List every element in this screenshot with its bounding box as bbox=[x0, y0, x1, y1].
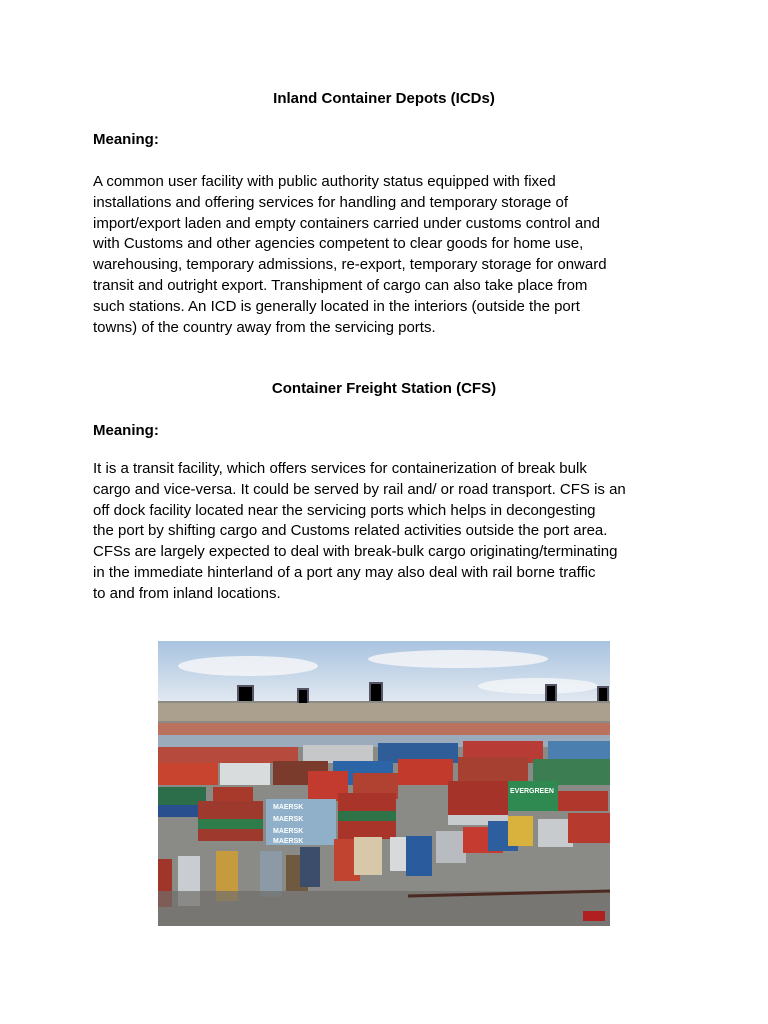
photo-label: MAERSK bbox=[273, 816, 304, 823]
text-line: in the immediate hinterland of a port any may also deal with rail borne traffic bbox=[93, 563, 596, 581]
container-yard-photo bbox=[158, 641, 610, 926]
text-line: transit and outright export. Transhipment of cargo can also take place from bbox=[93, 276, 588, 294]
container-yard-image bbox=[158, 641, 610, 926]
text-line: It is a transit facility, which offers services for containerization of break bulk bbox=[93, 460, 587, 477]
sky bbox=[158, 641, 610, 711]
section-title-icd: Inland Container Depots (ICDs) bbox=[273, 90, 495, 107]
photo-label: MAERSK bbox=[273, 828, 304, 835]
meaning-label-cfs: Meaning: bbox=[93, 422, 159, 439]
meaning-label-icd: Meaning: bbox=[93, 131, 159, 148]
text-line: A common user facility with public authority status equipped with fixed bbox=[93, 173, 556, 190]
photo-label: EVERGREEN bbox=[510, 788, 554, 795]
text-line: installations and offering services for handling and temporary storage of bbox=[93, 193, 568, 211]
text-line: cargo and vice-versa. It could be served by rail and/ or road transport. CFS is an bbox=[93, 480, 626, 498]
photo-label: MAERSK bbox=[273, 838, 304, 845]
text-line: import/export laden and empty containers carried under customs control and bbox=[93, 214, 600, 232]
text-line: with Customs and other agencies competent to clear goods for home use, bbox=[93, 235, 584, 253]
text-line: to and from inland locations. bbox=[93, 584, 281, 602]
text-line: the port by shifting cargo and Customs related activities outside the port area. bbox=[93, 522, 608, 540]
text-line: off dock facility located near the servicing ports which helps in decongesting bbox=[93, 501, 596, 519]
paragraph-cfs bbox=[93, 459, 683, 605]
photo-label: MAERSK bbox=[273, 804, 304, 811]
text-line: towns) of the country away from the servicing ports. bbox=[93, 318, 436, 336]
paragraph-icd bbox=[93, 172, 683, 338]
section-title-cfs: Container Freight Station (CFS) bbox=[271, 380, 497, 397]
text-line: warehousing, temporary admissions, re-export, temporary storage for onward bbox=[93, 256, 607, 274]
text-line: CFSs are largely expected to deal with break-bulk cargo originating/terminating bbox=[93, 543, 618, 561]
text-line: such stations. An ICD is generally located in the interiors (outside the port bbox=[93, 297, 580, 315]
